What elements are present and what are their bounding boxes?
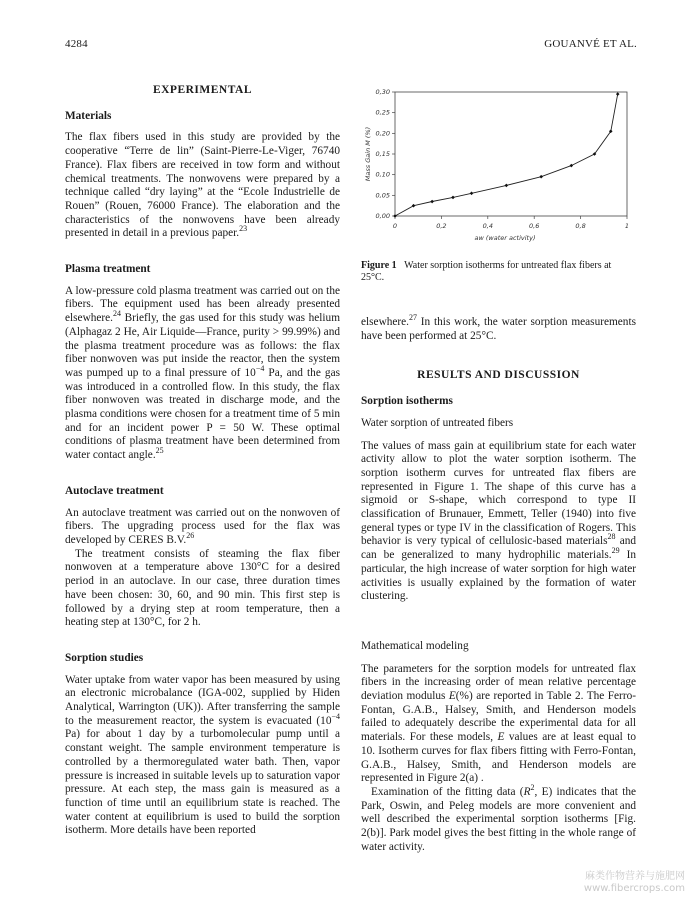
- sorption-studies-heading: Sorption studies: [65, 651, 144, 664]
- running-title: GOUANVÉ ET AL.: [544, 38, 637, 50]
- y-tick-label: 0,15: [375, 150, 390, 158]
- x-tick-label: 0,6: [529, 222, 540, 230]
- data-point: [430, 200, 434, 204]
- data-point: [539, 175, 543, 179]
- figure-caption-text: Water sorption isotherms for untreated flax fibers at 25°C.: [361, 260, 612, 283]
- y-axis-label: Mass Gain M (%): [364, 126, 372, 182]
- isotherm-line: [395, 94, 618, 216]
- sorption-studies-paragraph: Water uptake from water vapor has been measured by using an electronic microbalance (IGA-002, supplied by Hiden Analytical, Warrington (UK)). After transferring the sample to the measurement reactor, the system is evacuated ($10^{-4}$ Pa) for about 1 day by a turbomolecular pump until a constant weight. The sample environment temperature is controlled by a thermoregulated water bath. Then, vapor pressure is increased in suitable levels up to saturation vapor pressure. At each step, the mass gain is measured as a function of time until an equilibrium state is reached. The water content at equilibrium is used to build the sorption isotherm. More details have been reported: [65, 673, 340, 837]
- plasma-paragraph: A low-pressure cold plasma treatment was carried out on the fibers. The equipment used has been already presented elsewhere.$^{24}$ Briefly, the gas used for this study was helium (Alphagaz 2 He, Air Liquide—France, purity > 99.99%) and the plasma treatment procedure was as follows: the flax fiber nonwoven was put inside the reactor, then the system was pumped up to a final pressure of $10^{-4}$ Pa, and the gas was introduced in a controlled flow. In this study, the flax fiber nonwoven was treated in discharge mode, and the plasma conditions were chosen for a treatment time of 5 min and for an incident power P = 50 W. These optimal conditions of plasma treatment have been determined from water contact angle.$^{25}$: [65, 284, 340, 462]
- y-tick-label: 0,05: [375, 191, 390, 200]
- right-column: [361, 313, 637, 855]
- y-tick-label: 0,20: [375, 129, 390, 138]
- data-point: [616, 92, 620, 96]
- modeling-subheading: Mathematical modeling: [361, 639, 469, 652]
- continuation-paragraph: elsewhere.$^{27}$ In this work, the water sorption measurements have been performed at 25°C.: [361, 313, 636, 342]
- modeling-paragraph: The parameters for the sorption models for untreated flax fibers in the increasing order of mean relative percentage deviation modulus E(%) are reported in Table 2. The Ferro-Fontan, G.A.B., Halsey, Smith, and Henderson models failed to adequately describe the experimental data for all materials. For these models, E values are at least equal to 10. Isotherm curves for flax fibers fitting with Ferro-Fontan, G.A.B., Halsey, Smith, and Henderson models are represented in Figure 2(a) .: [361, 662, 637, 785]
- autoclave-paragraph-1: An autoclave treatment was carried out on the nonwoven of fibers. The upgrading process used for the flax was developed by CERES B.V.$^{26}$: [65, 506, 340, 546]
- y-tick-label: 0,30: [375, 88, 390, 96]
- x-tick-label: 0,2: [436, 222, 447, 230]
- x-tick-label: 0,4: [482, 222, 493, 230]
- y-tick-label: 0,10: [375, 170, 390, 179]
- data-point: [393, 214, 397, 218]
- left-column: [65, 80, 340, 838]
- data-point: [470, 191, 474, 195]
- figure-label: Figure 1: [361, 260, 397, 271]
- results-heading: RESULTS AND DISCUSSION: [417, 369, 580, 382]
- ref-23: 23: [239, 224, 248, 234]
- autoclave-paragraph-2: The treatment consists of steaming the flax fiber nonwoven at a temperature above 130°C for a desired period in an autoclave. In our case, three duration times have been chosen: 30, 60, and 90 min. This first step is followed by a drying step at room temperature, then a heating step at 130°C, for 2 h.: [65, 547, 340, 629]
- materials-paragraph: The flax fibers used in this study are provided by the cooperative “Terre de lin” (Saint-Pierre-Le-Viger, 76740 France). Flax fibers are received in tow form and without chemical treatments. The nonwovens were prepared by a technique called “dry laying” at the “Ecole Industrielle de Rouen” (Rouen, 76000 France). The elaboration and the characteristics of the nonwovens have been already presented in detail in a previous paper.$^{23}$: [65, 131, 340, 240]
- sorption-isotherm-chart: [361, 82, 636, 252]
- plasma-heading: Plasma treatment: [65, 263, 151, 276]
- sorption-isotherms-heading: Sorption isotherms: [361, 395, 453, 408]
- watermark-line-1: 麻类作物营养与施肥网: [585, 871, 685, 882]
- figure-caption: [361, 256, 636, 284]
- x-tick-label: 0,8: [575, 222, 586, 230]
- plot-frame: [395, 92, 627, 216]
- untreated-subheading: Water sorption of untreated fibers: [361, 416, 514, 429]
- x-axis-label: aw (water activity): [474, 234, 536, 242]
- watermark-line-2: www.fibercrops.com: [583, 883, 685, 894]
- y-tick-label: 0,25: [375, 108, 390, 117]
- untreated-paragraph: The values of mass gain at equilibrium state for each water activity allow to plot the water sorption isotherm. The sorption isotherm curves for untreated flax fibers are represented in Figure 1. The shape of this curve has a sigmoid or S-shape, which correspond to type II classification of Brunauer, Emmett, Teller (1940) into five general types or type IV in the classification of Rogers. This behavior is very typical of cellulosic-based materials$^{28}$ and can be generalized to many hydrophilic materials.$^{29}$ In particular, the high increase of water sorption for high water activities is usually explained by the formation of water clustering.: [361, 439, 637, 603]
- y-tick-label: 0,00: [375, 212, 390, 220]
- x-tick-label: 0: [392, 222, 398, 230]
- page-number: 4284: [65, 38, 88, 50]
- x-tick-label: 1: [624, 222, 630, 230]
- data-point: [505, 184, 509, 188]
- data-point: [451, 196, 455, 200]
- watermark: [584, 871, 685, 895]
- figure-1: [361, 82, 636, 252]
- materials-heading: Materials: [65, 109, 112, 122]
- data-point: [570, 164, 574, 168]
- fitting-paragraph: Examination of the fitting data ($R^2$, E) indicates that the Park, Oswin, and Peleg models are more convenient and well described the experimental sorption isotherms [Fig. 2(b)]. Park model gives the best fitting in the whole range of water activity.: [361, 783, 636, 853]
- autoclave-heading: Autoclave treatment: [65, 484, 164, 497]
- experimental-heading: EXPERIMENTAL: [152, 84, 253, 96]
